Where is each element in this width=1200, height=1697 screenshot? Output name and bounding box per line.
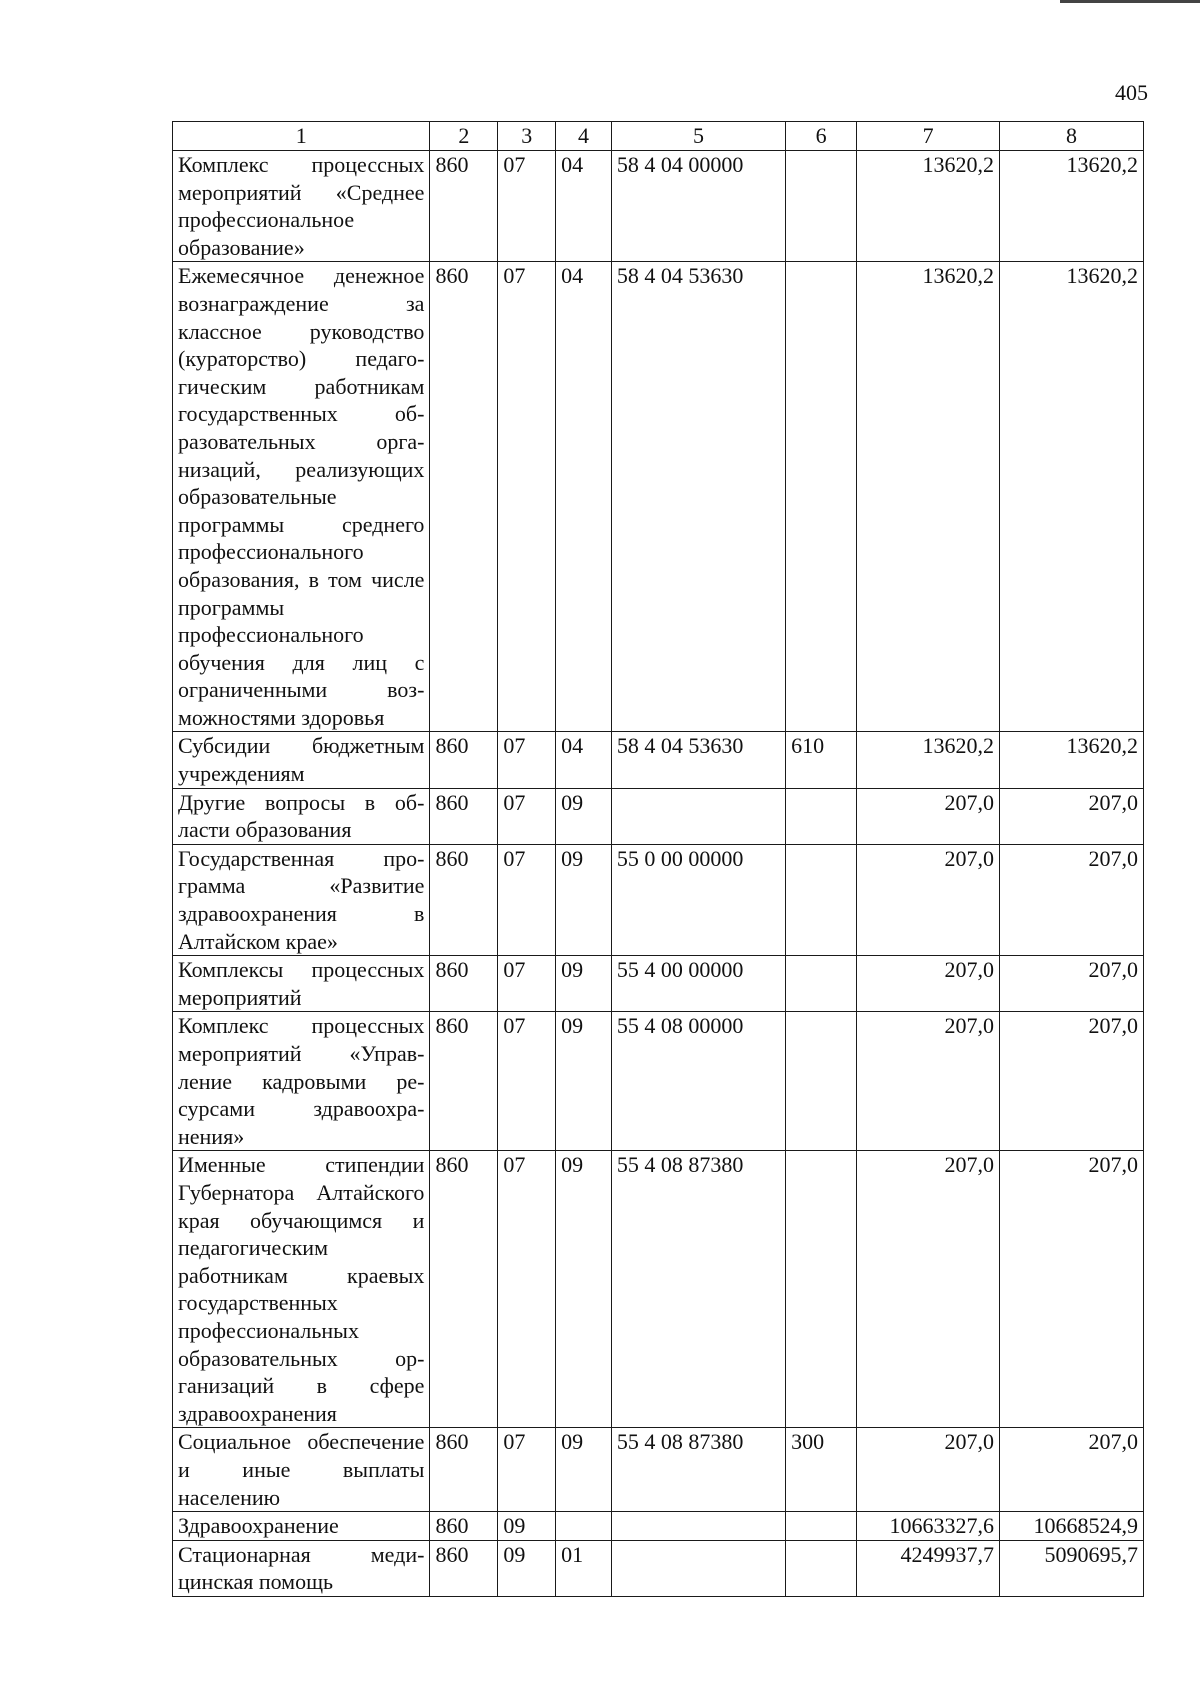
target-item-cell: 55 4 08 00000 xyxy=(611,1012,785,1151)
table-row xyxy=(173,1012,1144,1151)
table-row xyxy=(173,788,1144,844)
expense-type-cell xyxy=(786,1512,857,1541)
section-code-cell: 07 xyxy=(498,788,556,844)
admin-code-cell: 860 xyxy=(430,1151,498,1428)
header-cell: 6 xyxy=(786,122,857,151)
subsection-code-cell xyxy=(556,1512,612,1541)
admin-code-cell: 860 xyxy=(430,262,498,732)
subsection-code-cell: 04 xyxy=(556,262,612,732)
subsection-code-cell: 04 xyxy=(556,151,612,262)
amount-year2-cell: 207,0 xyxy=(1000,1151,1144,1428)
subsection-code-cell: 09 xyxy=(556,788,612,844)
section-code-cell: 07 xyxy=(498,732,556,788)
admin-code-cell: 860 xyxy=(430,956,498,1012)
header-cell: 4 xyxy=(556,122,612,151)
target-item-cell xyxy=(611,1512,785,1541)
amount-year1-cell: 13620,2 xyxy=(857,151,1000,262)
subsection-code-cell: 09 xyxy=(556,1012,612,1151)
row-name-cell: Стационарная медицинская помощь xyxy=(173,1540,430,1596)
expense-type-cell: 300 xyxy=(786,1428,857,1512)
target-item-cell: 58 4 04 00000 xyxy=(611,151,785,262)
expense-type-cell xyxy=(786,1012,857,1151)
row-name-cell: Комплекс процессных мероприятий «Управление кадровыми ресурсами здравоохранения» xyxy=(173,1012,430,1151)
expense-type-cell xyxy=(786,1540,857,1596)
section-code-cell: 07 xyxy=(498,956,556,1012)
row-name-cell: Комплекс процессных мероприятий «Среднее профессиональное образование» xyxy=(173,151,430,262)
section-code-cell: 07 xyxy=(498,1151,556,1428)
header-cell: 2 xyxy=(430,122,498,151)
target-item-cell: 58 4 04 53630 xyxy=(611,262,785,732)
admin-code-cell: 860 xyxy=(430,151,498,262)
amount-year1-cell: 207,0 xyxy=(857,1428,1000,1512)
admin-code-cell: 860 xyxy=(430,1012,498,1151)
amount-year2-cell: 5090695,7 xyxy=(1000,1540,1144,1596)
table-row xyxy=(173,1428,1144,1512)
section-code-cell: 07 xyxy=(498,151,556,262)
header-cell: 3 xyxy=(498,122,556,151)
table-row xyxy=(173,262,1144,732)
row-name-cell: Государственная программа «Развитие здравоохранения в Алтайском крае» xyxy=(173,844,430,955)
header-cell: 8 xyxy=(1000,122,1144,151)
section-code-cell: 09 xyxy=(498,1540,556,1596)
table-row xyxy=(173,1540,1144,1596)
header-cell: 1 xyxy=(173,122,430,151)
expense-type-cell xyxy=(786,262,857,732)
subsection-code-cell: 09 xyxy=(556,844,612,955)
table-row xyxy=(173,1151,1144,1428)
amount-year2-cell: 207,0 xyxy=(1000,788,1144,844)
target-item-cell: 55 4 00 00000 xyxy=(611,956,785,1012)
target-item-cell xyxy=(611,1540,785,1596)
amount-year1-cell: 207,0 xyxy=(857,1012,1000,1151)
admin-code-cell: 860 xyxy=(430,1428,498,1512)
amount-year1-cell: 4249937,7 xyxy=(857,1540,1000,1596)
table-body xyxy=(173,151,1144,1597)
target-item-cell: 55 4 08 87380 xyxy=(611,1151,785,1428)
header-cell: 5 xyxy=(611,122,785,151)
section-code-cell: 07 xyxy=(498,262,556,732)
admin-code-cell: 860 xyxy=(430,1540,498,1596)
header-row xyxy=(173,122,1144,151)
amount-year2-cell: 13620,2 xyxy=(1000,151,1144,262)
row-name-cell: Другие вопросы в области образования xyxy=(173,788,430,844)
table-row xyxy=(173,1512,1144,1541)
row-name-cell: Здравоохранение xyxy=(173,1512,430,1541)
expense-type-cell: 610 xyxy=(786,732,857,788)
admin-code-cell: 860 xyxy=(430,844,498,955)
amount-year2-cell: 13620,2 xyxy=(1000,262,1144,732)
amount-year1-cell: 207,0 xyxy=(857,956,1000,1012)
subsection-code-cell: 09 xyxy=(556,956,612,1012)
row-name-cell: Социальное обеспечение и иные выплаты населению xyxy=(173,1428,430,1512)
expense-type-cell xyxy=(786,1151,857,1428)
amount-year1-cell: 207,0 xyxy=(857,788,1000,844)
amount-year1-cell: 207,0 xyxy=(857,1151,1000,1428)
table-row xyxy=(173,844,1144,955)
amount-year1-cell: 13620,2 xyxy=(857,262,1000,732)
header-cell: 7 xyxy=(857,122,1000,151)
subsection-code-cell: 01 xyxy=(556,1540,612,1596)
section-code-cell: 07 xyxy=(498,844,556,955)
amount-year1-cell: 207,0 xyxy=(857,844,1000,955)
target-item-cell: 55 4 08 87380 xyxy=(611,1428,785,1512)
row-name-cell: Именные стипендии Губернатора Алтайского края обучающимся и педагогическим работникам краевых государственных профессиональных образовательных организаций в сфере здравоохранения xyxy=(173,1151,430,1428)
amount-year1-cell: 13620,2 xyxy=(857,732,1000,788)
target-item-cell: 55 0 00 00000 xyxy=(611,844,785,955)
subsection-code-cell: 09 xyxy=(556,1151,612,1428)
row-name-cell: Ежемесячное денежное вознаграждение за классное руководство (кураторство) педагогическим работникам государственных образовательных организаций, реализующих образовательные программы среднего профессионального образования, в том числе программы профессионального обучения для лиц с ограниченными возможностями здоровья xyxy=(173,262,430,732)
row-name-cell: Субсидии бюджетным учреждениям xyxy=(173,732,430,788)
row-name-cell: Комплексы процессных мероприятий xyxy=(173,956,430,1012)
target-item-cell xyxy=(611,788,785,844)
top-edge-rule xyxy=(1060,0,1200,3)
admin-code-cell: 860 xyxy=(430,1512,498,1541)
expense-type-cell xyxy=(786,788,857,844)
expense-type-cell xyxy=(786,151,857,262)
section-code-cell: 07 xyxy=(498,1012,556,1151)
table-row xyxy=(173,956,1144,1012)
budget-table xyxy=(172,121,1144,1597)
subsection-code-cell: 09 xyxy=(556,1428,612,1512)
subsection-code-cell: 04 xyxy=(556,732,612,788)
table-row xyxy=(173,151,1144,262)
section-code-cell: 09 xyxy=(498,1512,556,1541)
amount-year2-cell: 207,0 xyxy=(1000,1428,1144,1512)
page-number: 405 xyxy=(1115,80,1148,105)
amount-year2-cell: 10668524,9 xyxy=(1000,1512,1144,1541)
target-item-cell: 58 4 04 53630 xyxy=(611,732,785,788)
amount-year1-cell: 10663327,6 xyxy=(857,1512,1000,1541)
admin-code-cell: 860 xyxy=(430,788,498,844)
amount-year2-cell: 13620,2 xyxy=(1000,732,1144,788)
amount-year2-cell: 207,0 xyxy=(1000,1012,1144,1151)
amount-year2-cell: 207,0 xyxy=(1000,844,1144,955)
amount-year2-cell: 207,0 xyxy=(1000,956,1144,1012)
admin-code-cell: 860 xyxy=(430,732,498,788)
expense-type-cell xyxy=(786,844,857,955)
table-row xyxy=(173,732,1144,788)
section-code-cell: 07 xyxy=(498,1428,556,1512)
expense-type-cell xyxy=(786,956,857,1012)
